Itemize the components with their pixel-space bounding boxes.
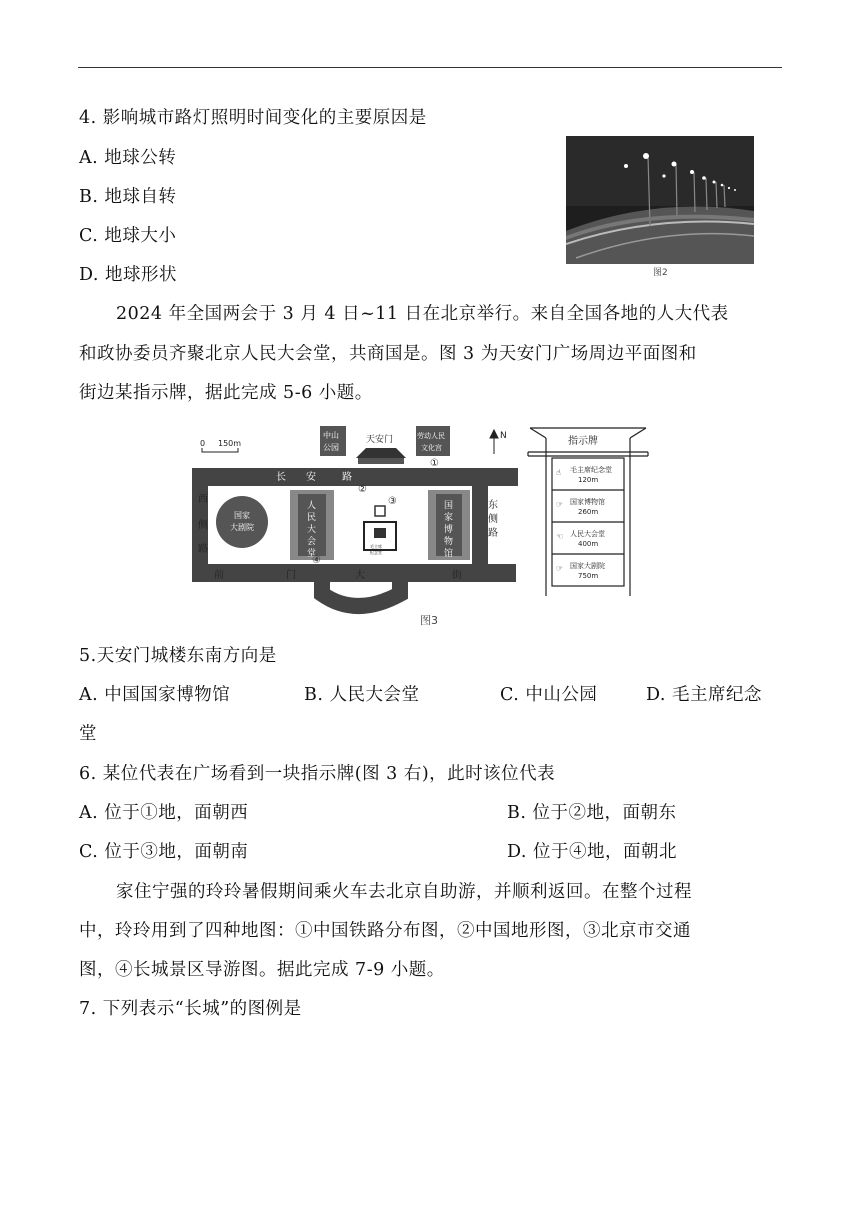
road-south-3: 大 <box>355 570 365 581</box>
figure2-caption: 图2 <box>653 268 668 278</box>
renda-5: 堂 <box>307 549 317 559</box>
q4-option-d[interactable]: D. 地球形状 <box>79 265 178 285</box>
renda-4: 会 <box>307 537 317 547</box>
road-north-2: 安 <box>306 472 316 483</box>
q5-stem: 5.天安门城楼东南方向是 <box>79 646 277 666</box>
passage1-line3: 街边某指示牌，据此完成 5-6 小题。 <box>79 383 373 403</box>
theater-label-1: 国家 <box>234 511 250 520</box>
scale-zero: 0 <box>200 439 206 448</box>
tiananmen-gate <box>356 448 406 458</box>
q5-option-b[interactable]: B. 人民大会堂 <box>304 685 420 705</box>
road-west-1: 西 <box>198 494 208 505</box>
q7-stem: 7. 下列表示“长城”的图例是 <box>79 999 302 1019</box>
laodong-label-1: 劳动人民 <box>417 432 445 440</box>
sign-row-4-dist: 750m <box>578 572 599 580</box>
north-label: N <box>500 431 507 441</box>
museum-3: 博 <box>444 525 454 535</box>
q5-option-a[interactable]: A. 中国国家博物馆 <box>79 685 231 705</box>
streetlight-photo <box>566 136 754 264</box>
road-east-1: 东 <box>488 500 498 511</box>
laodong-label-2: 文化宫 <box>421 444 442 452</box>
museum-1: 国 <box>444 501 454 511</box>
q5-option-c[interactable]: C. 中山公园 <box>500 685 598 705</box>
sign-row-2-name: 国家博物馆 <box>570 498 605 506</box>
passage2-line1: 家住宁强的玲玲暑假期间乘火车去北京自助游，并顺利返回。在整个过程 <box>116 882 692 902</box>
q5-option-d-wrap: 堂 <box>79 724 97 744</box>
theater-label-2: 大剧院 <box>230 523 254 532</box>
passage1-line1: 2024 年全国两会于 3 月 4 日~11 日在北京举行。来自全国各地的人大代表 <box>116 304 729 324</box>
road-north-1: 长 <box>276 472 286 483</box>
q6-option-c[interactable]: C. 位于③地，面朝南 <box>79 842 249 862</box>
road-east-3: 路 <box>488 528 498 539</box>
road-east-2: 侧 <box>488 514 498 525</box>
sign-row-1-dist: 120m <box>578 476 599 484</box>
q4-option-b[interactable]: B. 地球自转 <box>79 187 177 207</box>
sign-row-3-dist: 400m <box>578 540 599 548</box>
passage2-line2: 中，玲玲用到了四种地图：①中国铁路分布图，②中国地形图，③北京市交通 <box>79 921 691 941</box>
monument <box>375 506 385 516</box>
figure3-caption: 图3 <box>420 614 438 627</box>
tiananmen-label: 天安门 <box>366 435 394 445</box>
sign-row-1-name: 毛主席纪念堂 <box>570 466 612 474</box>
q5-option-d[interactable]: D. 毛主席纪念 <box>646 685 763 705</box>
museum-5: 馆 <box>444 549 454 559</box>
sign-row-4-arrow: ☞ <box>556 564 564 573</box>
museum-4: 物 <box>444 537 454 547</box>
north-arrow <box>490 430 498 454</box>
passage2-line3: 图，④长城景区导游图。据此完成 7-9 小题。 <box>79 960 445 980</box>
marker-3: ③ <box>388 496 397 507</box>
renda-3: 大 <box>307 525 317 535</box>
passage1-line2: 和政协委员齐聚北京人民大会堂，共商国是。图 3 为天安门广场周边平面图和 <box>79 344 697 364</box>
figure3-map <box>190 418 670 634</box>
scale-bar <box>202 448 238 452</box>
sign-row-2-arrow: ☞ <box>556 500 564 509</box>
zhongshan-label-2: 公园 <box>323 443 339 452</box>
q6-option-d[interactable]: D. 位于④地，面朝北 <box>507 842 678 862</box>
marker-4: ④ <box>312 555 321 566</box>
sign-row-1-arrow: ☝ <box>556 468 561 477</box>
memorial-label-1: 毛主席 <box>370 544 382 549</box>
road-south-4: 街 <box>452 570 462 581</box>
road-south-2: 门 <box>286 570 296 581</box>
q4-option-a[interactable]: A. 地球公转 <box>79 148 177 168</box>
q6-option-b[interactable]: B. 位于②地，面朝东 <box>507 803 677 823</box>
sign-row-4-name: 国家大剧院 <box>570 562 605 570</box>
zhongshan-label-1: 中山 <box>323 431 339 440</box>
q6-stem: 6. 某位代表在广场看到一块指示牌(图 3 右)，此时该位代表 <box>79 764 556 784</box>
road-north-3: 路 <box>342 472 352 483</box>
scale-label: 150m <box>218 439 242 448</box>
q6-option-a[interactable]: A. 位于①地，面朝西 <box>79 803 249 823</box>
renda-2: 民 <box>307 513 317 523</box>
sign-row-3-arrow: ☜ <box>556 532 564 541</box>
sign-row-3-name: 人民大会堂 <box>570 530 605 538</box>
road-south-1: 前 <box>214 570 224 581</box>
sign-row-2-dist: 260m <box>578 508 599 516</box>
q4-option-c[interactable]: C. 地球大小 <box>79 226 177 246</box>
marker-2: ② <box>358 484 367 495</box>
road-west-2: 侧 <box>198 520 208 531</box>
marker-1: ① <box>430 458 439 469</box>
sign-title: 指示牌 <box>568 436 598 447</box>
museum-2: 家 <box>444 513 454 523</box>
memorial-label-2: 纪念堂 <box>370 550 382 555</box>
road-west-3: 路 <box>198 544 208 555</box>
header-rule <box>78 67 782 68</box>
renda-1: 人 <box>307 501 317 511</box>
national-theater <box>216 496 268 548</box>
q4-stem: 4. 影响城市路灯照明时间变化的主要原因是 <box>79 108 427 128</box>
